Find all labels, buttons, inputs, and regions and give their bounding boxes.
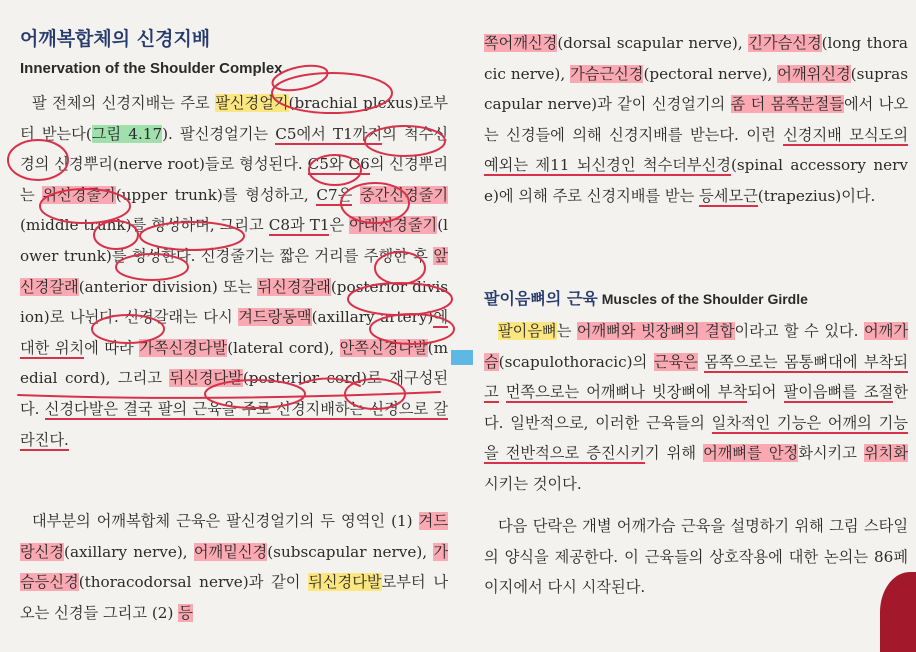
highlight-term: 어깨뼈와 빗장뼈의 결합 bbox=[576, 322, 735, 340]
highlight-term: 팔신경얼기 bbox=[215, 94, 289, 112]
underlined-term: 몸쪽으로는 몸통뼈대에 부착되고 bbox=[484, 352, 908, 402]
highlight-term: 가쪽신경다발 bbox=[139, 338, 228, 357]
text-segment: (posterior division)로 나뉜다. 신경갈래는 다시 bbox=[20, 277, 448, 327]
underlined-term: 등세모근 bbox=[699, 186, 758, 205]
figure-reference-link[interactable]: 그림 4.17 bbox=[91, 124, 163, 143]
paragraph-brachial-plexus bbox=[20, 88, 448, 455]
section-subtitle: Innervation of the Shoulder Complex bbox=[20, 60, 283, 77]
highlight-term: 어깨가슴 bbox=[484, 322, 908, 371]
text-segment: (trapezius)이다. bbox=[757, 186, 876, 205]
text-segment: 화시키고 bbox=[798, 444, 864, 463]
highlight-term: 좀 더 몸쪽분절들 bbox=[730, 95, 844, 114]
underlined-sentence: 일차적인 기능은 어깨의 기능을 전반적으로 증진시키 bbox=[484, 413, 908, 463]
underlined-term: 에 대한 위치 bbox=[20, 308, 449, 357]
text-segment: (long thoracic nerve), bbox=[484, 34, 908, 83]
text-segment: (subscapular nerve), bbox=[267, 542, 434, 561]
highlight-term: 팔이음뼈 bbox=[498, 322, 557, 340]
subsection-title bbox=[484, 286, 808, 309]
text-segment bbox=[352, 186, 360, 204]
highlight-term: 근육은 bbox=[653, 352, 698, 371]
text-segment: 는 bbox=[556, 322, 577, 340]
highlight-term: 어깨밑신경 bbox=[193, 542, 268, 561]
text-segment: 팔 전체의 신경지배는 주로 bbox=[32, 94, 216, 112]
highlight-term: 긴가슴신경 bbox=[748, 34, 822, 52]
text-segment: 의 척수신경의 신경뿌리(nerve root)들로 형성된다. bbox=[20, 124, 449, 174]
text-segment: ). 팔신경얼기는 bbox=[162, 124, 276, 143]
text-segment bbox=[499, 383, 506, 401]
highlight-term: 겨드랑신경 bbox=[20, 512, 448, 561]
text-segment: 에서 나오는 신경들에 의해 신경지배를 받는다. 이런 bbox=[484, 95, 908, 144]
highlight-term: 등 bbox=[178, 603, 193, 622]
text-segment: 한다. 일반적으로, 이러한 근육들의 bbox=[484, 383, 909, 432]
highlight-term: 위치화 bbox=[864, 444, 909, 463]
text-segment: (spinal accessory nerve)에 의해 주로 신경지배를 받는 bbox=[484, 156, 908, 205]
text-segment: 로부터 나오는 신경들 그리고 (2) bbox=[20, 573, 448, 622]
text-segment: (lower trunk)를 형성한다. 신경줄기는 짧은 거리를 주행한 후 bbox=[20, 216, 448, 265]
text-segment: (lateral cord), bbox=[227, 338, 340, 357]
highlight-term: 뒤신경다발 bbox=[308, 573, 382, 592]
text-segment: 은 bbox=[329, 216, 350, 235]
highlight-term: 어깨뼈를 안정 bbox=[703, 444, 799, 463]
underlined-term: C5에서 T1까지 bbox=[275, 124, 383, 143]
text-segment: (anterior division) 또는 bbox=[78, 277, 258, 296]
paragraph-nerves-continued bbox=[484, 28, 908, 212]
highlight-term: 안쪽신경다발 bbox=[339, 338, 428, 357]
text-segment: 에 따라 bbox=[84, 338, 140, 357]
underlined-term: C8과 T1 bbox=[268, 216, 330, 235]
bookmark-tab bbox=[451, 350, 473, 365]
text-segment: (posterior cord)로 재구성된다. bbox=[20, 369, 448, 418]
underlined-term: 팔이음뼈를 조절 bbox=[783, 383, 894, 402]
text-segment: (pectoral nerve), bbox=[643, 64, 778, 83]
text-segment: 이라고 할 수 있다. bbox=[734, 322, 864, 340]
text-segment: 시키는 것이다. bbox=[484, 474, 582, 493]
highlight-term: 뒤신경갈래 bbox=[257, 277, 331, 296]
text-segment: 되어 bbox=[747, 383, 784, 402]
paragraph-nerve-regions bbox=[20, 506, 448, 628]
paragraph-next-section: 다음 단락은 개별 어깨가슴 근육을 설명하기 위해 그림 스타일의 양식을 제공한다. 이 근육들의 상호작용에 대한 논의는 86페이지에서 다시 시작된다. bbox=[484, 517, 908, 597]
text-segment: 의 신경뿌리는 bbox=[20, 155, 448, 204]
highlight-term: 중간신경줄기 bbox=[359, 185, 449, 204]
text-segment: (middle trunk)를 형성하며, 그리고 bbox=[20, 216, 269, 235]
text-segment: (suprascapular nerve)과 같이 신경얼기의 bbox=[484, 64, 908, 114]
text-segment: (axillary nerve), bbox=[64, 542, 194, 561]
highlight-term: 위신경줄기 bbox=[42, 185, 116, 204]
paragraph-shoulder-girdle bbox=[484, 316, 908, 500]
text-segment: (upper trunk)를 형성하고, bbox=[115, 185, 317, 204]
text-segment: (axillary artery) bbox=[311, 308, 434, 327]
highlight-term: 앞신경갈래 bbox=[20, 246, 448, 296]
underlined-term: 먼쪽으로는 어깨뼈나 빗장뼈에 부착 bbox=[505, 383, 748, 402]
text-segment: (medial cord), 그리고 bbox=[20, 338, 448, 388]
underlined-sentence: 신경지배 모식도의 예외는 제11 뇌신경인 척수더부신경 bbox=[484, 125, 908, 175]
text-segment: (scapulothoracic)의 bbox=[498, 352, 654, 371]
underlined-term: C5와 C6 bbox=[307, 155, 370, 174]
underlined-sentence: 신경다발은 결국 팔의 근육을 주로 신경지배하는 신경으로 갈라진다. bbox=[20, 399, 448, 449]
subsection-title-korean: 팔이음뼈의 근육 bbox=[484, 289, 598, 308]
highlight-term: 가슴등신경 bbox=[20, 542, 448, 592]
subsection-title-english: Muscles of the Shoulder Girdle bbox=[601, 291, 808, 307]
text-segment: (thoracodorsal nerve)과 같이 bbox=[78, 573, 309, 592]
section-title: 어깨복합체의 신경지배 bbox=[20, 28, 211, 50]
highlight-term: 가슴근신경 bbox=[570, 64, 644, 83]
text-segment: 대부분의 어깨복합체 근육은 팔신경얼기의 두 영역인 (1) bbox=[32, 512, 419, 530]
highlight-term: 뒤신경다발 bbox=[169, 369, 243, 388]
text-segment: (dorsal scapular nerve), bbox=[557, 34, 749, 52]
highlight-term: 겨드랑동맥 bbox=[238, 308, 312, 327]
highlight-term: 어깨위신경 bbox=[777, 64, 851, 83]
text-segment: (brachial plexus)로부터 받는다( bbox=[20, 94, 448, 143]
highlight-term: 쪽어깨신경 bbox=[484, 34, 558, 52]
text-segment: 기 위해 bbox=[644, 444, 704, 463]
underlined-term: C7은 bbox=[316, 185, 353, 204]
highlight-term: 아래신경줄기 bbox=[349, 216, 438, 235]
